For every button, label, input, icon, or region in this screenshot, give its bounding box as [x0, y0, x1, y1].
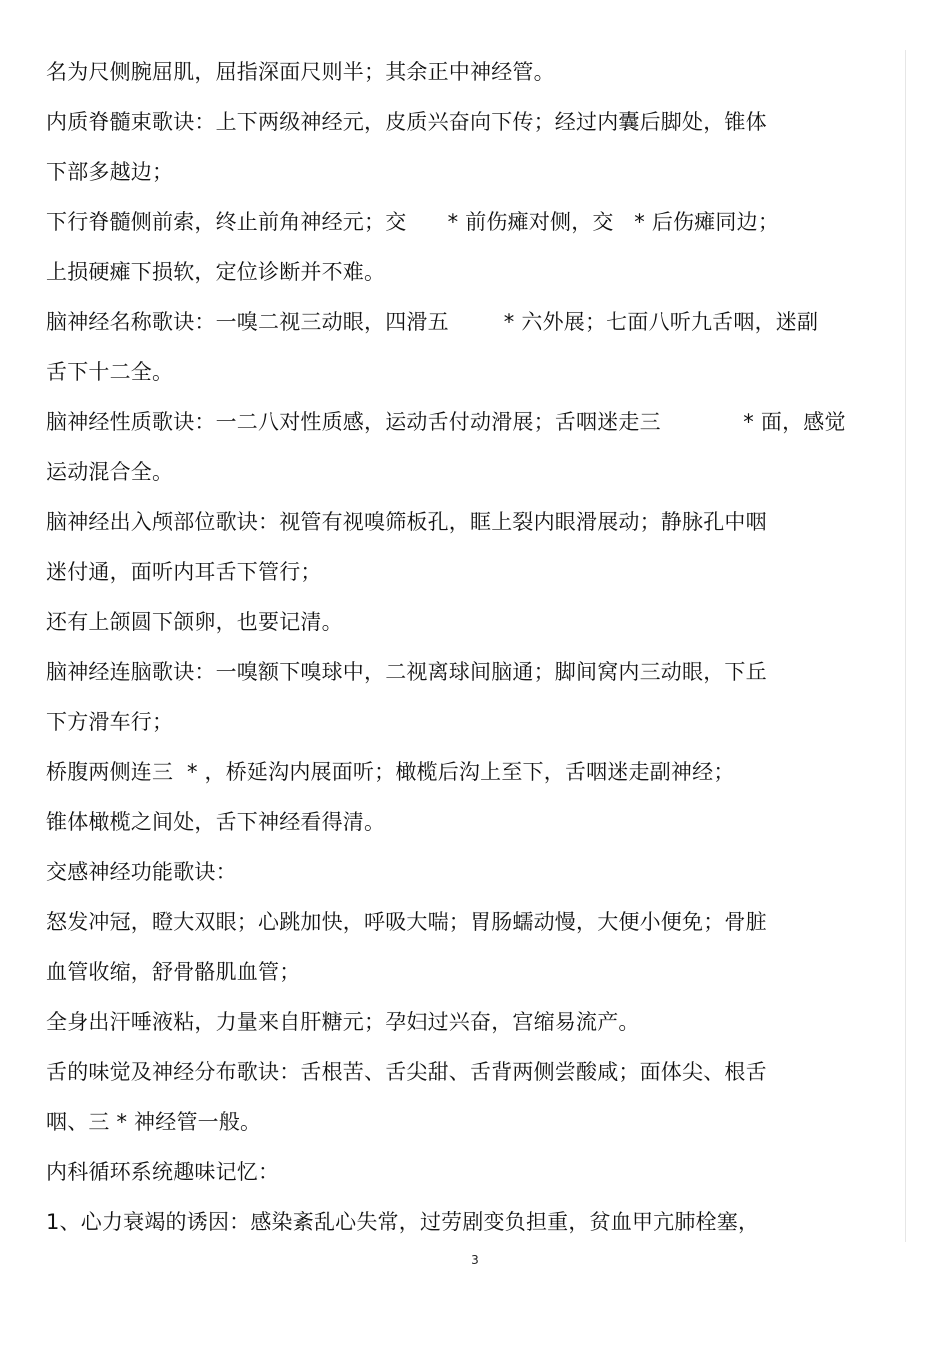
- text-line: 咽、三 * 神经管一般。: [46, 1110, 262, 1134]
- text-line: 脑神经出入颅部位歌诀：视管有视嗅筛板孔，眶上裂内眼滑展动；静脉孔中咽: [46, 510, 767, 534]
- text-line: 下方滑车行；: [46, 710, 174, 734]
- text-line: 脑神经性质歌诀：一二八对性质感，运动舌付动滑展；舌咽迷走三 * 面，感觉: [46, 410, 846, 434]
- text-line: 下部多越边；: [46, 160, 174, 184]
- text-line: 舌下十二全。: [46, 360, 174, 384]
- text-line: 怒发冲冠，瞪大双眼；心跳加快，呼吸大喘；胃肠蠕动慢，大便小便免；骨脏: [46, 910, 767, 934]
- page-number: 3: [471, 1253, 479, 1267]
- text-line: 内质脊髓束歌诀：上下两级神经元，皮质兴奋向下传；经过内囊后脚处，锥体: [46, 110, 767, 134]
- text-line: 交感神经功能歌诀：: [46, 860, 237, 884]
- text-line: 内科循环系统趣味记忆：: [46, 1160, 280, 1184]
- text-line: 上损硬瘫下损软，定位诊断并不难。: [46, 260, 386, 284]
- text-line: 全身出汗唾液粘，力量来自肝糖元；孕妇过兴奋，宫缩易流产。: [46, 1010, 640, 1034]
- text-line: 名为尺侧腕屈肌，屈指深面尺则半；其余正中神经管。: [46, 60, 555, 84]
- page-edge-line: [905, 50, 906, 1242]
- text-line: 脑神经名称歌诀：一嗅二视三动眼，四滑五 * 六外展；七面八听九舌咽，迷副: [46, 310, 819, 334]
- text-line: 还有上颌圆下颌卵，也要记清。: [46, 610, 343, 634]
- text-line: 迷付通，面听内耳舌下管行；: [46, 560, 322, 584]
- text-line: 舌的味觉及神经分布歌诀：舌根苦、舌尖甜、舌背两侧尝酸咸；面体尖、根舌: [46, 1060, 767, 1084]
- text-line: 血管收缩，舒骨骼肌血管；: [46, 960, 301, 984]
- text-line: 桥腹两侧连三 * ，桥延沟内展面听；橄榄后沟上至下，舌咽迷走副神经；: [46, 760, 735, 784]
- text-line: 锥体橄榄之间处，舌下神经看得清。: [46, 810, 386, 834]
- text-line: 运动混合全。: [46, 460, 174, 484]
- text-line: 脑神经连脑歌诀：一嗅额下嗅球中，二视离球间脑通；脚间窝内三动眼，下丘: [46, 660, 767, 684]
- text-line: 1、心力衰竭的诱因：感染紊乱心失常，过劳剧变负担重，贫血甲亢肺栓塞，: [46, 1210, 760, 1234]
- text-line: 下行脊髓侧前索，终止前角神经元；交 * 前伤瘫对侧，交 * 后伤瘫同边；: [46, 210, 780, 234]
